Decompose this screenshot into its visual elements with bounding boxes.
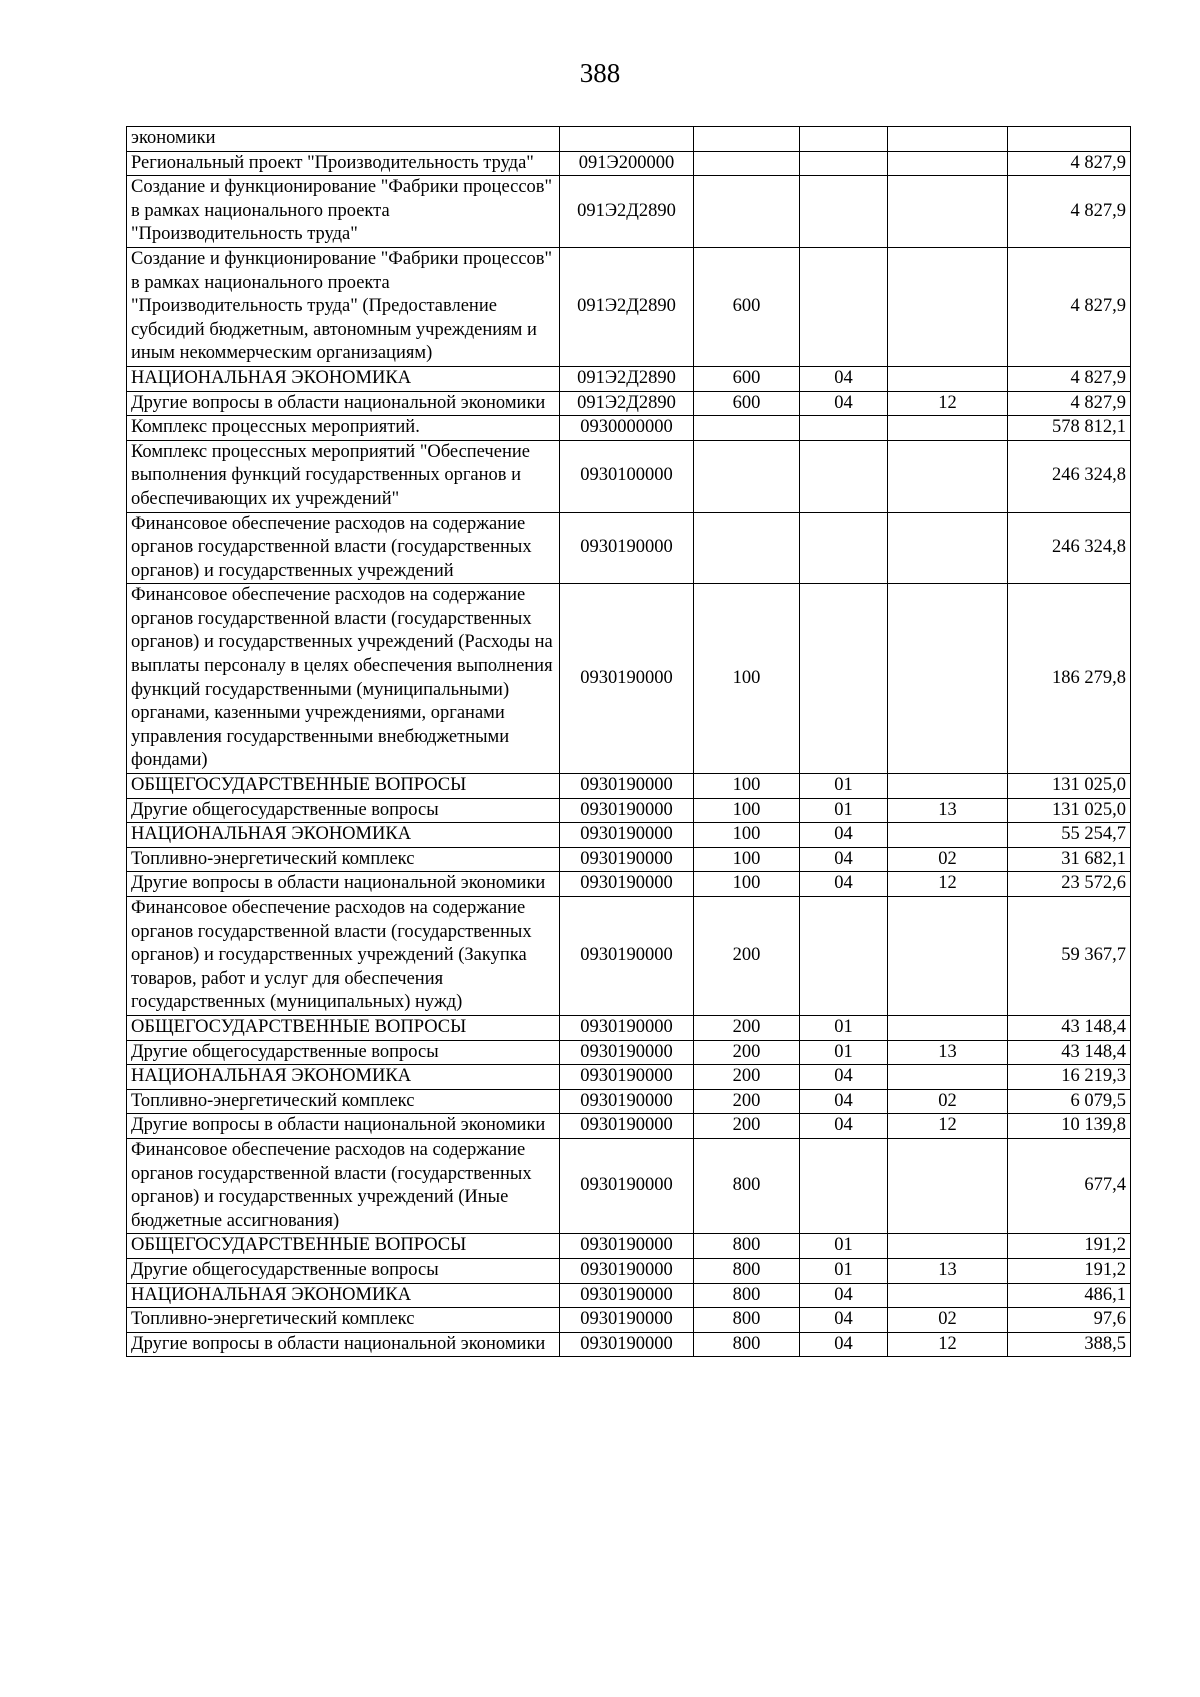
row-section: 01 — [800, 798, 888, 823]
row-expense-type: 200 — [694, 1015, 800, 1040]
row-expense-type: 100 — [694, 798, 800, 823]
row-target-code: 091Э2Д2890 — [560, 391, 694, 416]
row-amount: 131 025,0 — [1008, 774, 1131, 799]
row-target-code: 0930190000 — [560, 897, 694, 1016]
row-section — [800, 1138, 888, 1233]
row-section: 01 — [800, 1258, 888, 1283]
row-subsection: 13 — [888, 1258, 1008, 1283]
table-row — [127, 391, 1131, 416]
row-amount: 4 827,9 — [1008, 247, 1131, 366]
row-section: 01 — [800, 1040, 888, 1065]
row-amount: 246 324,8 — [1008, 512, 1131, 584]
row-name: ОБЩЕГОСУДАРСТВЕННЫЕ ВОПРОСЫ — [127, 1234, 560, 1259]
row-name: Создание и функционирование "Фабрики процессов" в рамках национального проекта "Производительность труда" — [127, 176, 560, 248]
table-row — [127, 1138, 1131, 1233]
row-expense-type: 800 — [694, 1283, 800, 1308]
row-subsection — [888, 1015, 1008, 1040]
row-subsection — [888, 897, 1008, 1016]
table-row — [127, 440, 1131, 512]
row-subsection — [888, 823, 1008, 848]
table-row — [127, 247, 1131, 366]
row-section — [800, 176, 888, 248]
row-expense-type — [694, 176, 800, 248]
row-amount: 6 079,5 — [1008, 1089, 1131, 1114]
table-row — [127, 1308, 1131, 1333]
row-name: Комплекс процессных мероприятий "Обеспечение выполнения функций государственных органов и обеспечивающих их учреждений" — [127, 440, 560, 512]
row-section: 04 — [800, 1114, 888, 1139]
table-row — [127, 1089, 1131, 1114]
row-expense-type: 200 — [694, 1065, 800, 1090]
row-section: 04 — [800, 391, 888, 416]
row-section: 01 — [800, 1015, 888, 1040]
table-row — [127, 823, 1131, 848]
row-name: НАЦИОНАЛЬНАЯ ЭКОНОМИКА — [127, 823, 560, 848]
row-expense-type: 800 — [694, 1258, 800, 1283]
table-row — [127, 416, 1131, 441]
row-section — [800, 897, 888, 1016]
row-amount: 186 279,8 — [1008, 584, 1131, 774]
row-expense-type: 100 — [694, 584, 800, 774]
row-amount: 677,4 — [1008, 1138, 1131, 1233]
row-name: Другие вопросы в области национальной экономики — [127, 872, 560, 897]
row-section: 04 — [800, 1308, 888, 1333]
table-row — [127, 774, 1131, 799]
row-amount: 4 827,9 — [1008, 176, 1131, 248]
table-row — [127, 1258, 1131, 1283]
row-section — [800, 512, 888, 584]
row-target-code: 0930190000 — [560, 1332, 694, 1357]
row-section: 04 — [800, 366, 888, 391]
row-subsection — [888, 176, 1008, 248]
row-expense-type: 800 — [694, 1332, 800, 1357]
row-section: 01 — [800, 1234, 888, 1259]
row-section — [800, 416, 888, 441]
row-expense-type: 200 — [694, 1089, 800, 1114]
row-amount: 16 219,3 — [1008, 1065, 1131, 1090]
row-amount: 246 324,8 — [1008, 440, 1131, 512]
row-section — [800, 151, 888, 176]
row-expense-type: 200 — [694, 1040, 800, 1065]
row-subsection — [888, 440, 1008, 512]
row-expense-type — [694, 127, 800, 152]
row-target-code: 0930000000 — [560, 416, 694, 441]
row-section: 04 — [800, 823, 888, 848]
row-section — [800, 247, 888, 366]
row-section: 04 — [800, 1089, 888, 1114]
row-subsection — [888, 151, 1008, 176]
row-name: Финансовое обеспечение расходов на содержание органов государственной власти (государственных органов) и государственных учреждений (Закупка товаров, работ и услуг для обеспечения государственных (муниципальных) нужд) — [127, 897, 560, 1016]
row-target-code: 0930190000 — [560, 872, 694, 897]
row-amount: 23 572,6 — [1008, 872, 1131, 897]
row-amount: 55 254,7 — [1008, 823, 1131, 848]
row-expense-type: 800 — [694, 1234, 800, 1259]
row-target-code: 0930190000 — [560, 823, 694, 848]
row-expense-type: 600 — [694, 391, 800, 416]
row-name: Финансовое обеспечение расходов на содержание органов государственной власти (государственных органов) и государственных учреждений (Иные бюджетные ассигнования) — [127, 1138, 560, 1233]
row-name: Создание и функционирование "Фабрики процессов" в рамках национального проекта "Производительность труда" (Предоставление субсидий бюджетным, автономным учреждениям и иным некоммерческим организациям) — [127, 247, 560, 366]
row-target-code: 0930190000 — [560, 1065, 694, 1090]
row-subsection: 13 — [888, 798, 1008, 823]
row-subsection — [888, 1234, 1008, 1259]
table-row — [127, 1234, 1131, 1259]
row-name: Другие вопросы в области национальной экономики — [127, 391, 560, 416]
row-name: Другие общегосударственные вопросы — [127, 1040, 560, 1065]
page-number: 388 — [579, 58, 621, 88]
row-name: Топливно-энергетический комплекс — [127, 1308, 560, 1333]
row-expense-type: 600 — [694, 247, 800, 366]
row-expense-type — [694, 416, 800, 441]
row-target-code: 0930100000 — [560, 440, 694, 512]
row-subsection — [888, 127, 1008, 152]
row-target-code: 0930190000 — [560, 1234, 694, 1259]
row-target-code: 0930190000 — [560, 847, 694, 872]
table-row — [127, 1040, 1131, 1065]
row-name: НАЦИОНАЛЬНАЯ ЭКОНОМИКА — [127, 366, 560, 391]
row-expense-type: 200 — [694, 1114, 800, 1139]
row-section: 04 — [800, 1065, 888, 1090]
row-amount: 486,1 — [1008, 1283, 1131, 1308]
row-amount: 4 827,9 — [1008, 391, 1131, 416]
row-target-code — [560, 127, 694, 152]
row-name: ОБЩЕГОСУДАРСТВЕННЫЕ ВОПРОСЫ — [127, 774, 560, 799]
row-section — [800, 127, 888, 152]
row-subsection: 12 — [888, 872, 1008, 897]
table-row — [127, 1332, 1131, 1357]
row-subsection — [888, 512, 1008, 584]
table-row — [127, 872, 1131, 897]
row-amount: 191,2 — [1008, 1258, 1131, 1283]
table-row — [127, 847, 1131, 872]
row-expense-type — [694, 151, 800, 176]
table-row — [127, 1283, 1131, 1308]
row-subsection — [888, 416, 1008, 441]
row-name: Топливно-энергетический комплекс — [127, 847, 560, 872]
row-subsection: 12 — [888, 1114, 1008, 1139]
row-name: Комплекс процессных мероприятий. — [127, 416, 560, 441]
row-target-code: 091Э2Д2890 — [560, 176, 694, 248]
row-section: 04 — [800, 847, 888, 872]
row-expense-type: 600 — [694, 366, 800, 391]
row-amount: 10 139,8 — [1008, 1114, 1131, 1139]
row-section: 04 — [800, 872, 888, 897]
row-name: Другие вопросы в области национальной экономики — [127, 1332, 560, 1357]
row-section: 04 — [800, 1332, 888, 1357]
table-row — [127, 512, 1131, 584]
row-expense-type: 800 — [694, 1138, 800, 1233]
budget-table-body — [127, 127, 1131, 1357]
row-name: Другие общегосударственные вопросы — [127, 798, 560, 823]
row-amount: 4 827,9 — [1008, 151, 1131, 176]
table-row — [127, 897, 1131, 1016]
table-row — [127, 366, 1131, 391]
row-subsection: 12 — [888, 1332, 1008, 1357]
table-row — [127, 1114, 1131, 1139]
row-target-code: 0930190000 — [560, 512, 694, 584]
row-name: ОБЩЕГОСУДАРСТВЕННЫЕ ВОПРОСЫ — [127, 1015, 560, 1040]
row-name: Топливно-энергетический комплекс — [127, 1089, 560, 1114]
row-target-code: 0930190000 — [560, 1015, 694, 1040]
row-target-code: 0930190000 — [560, 1089, 694, 1114]
row-expense-type: 800 — [694, 1308, 800, 1333]
row-name: Другие вопросы в области национальной экономики — [127, 1114, 560, 1139]
row-amount: 43 148,4 — [1008, 1015, 1131, 1040]
budget-table — [126, 126, 1131, 1357]
row-name: Региональный проект "Производительность труда" — [127, 151, 560, 176]
row-name: НАЦИОНАЛЬНАЯ ЭКОНОМИКА — [127, 1283, 560, 1308]
row-target-code: 0930190000 — [560, 774, 694, 799]
row-expense-type: 100 — [694, 847, 800, 872]
row-target-code: 091Э200000 — [560, 151, 694, 176]
row-name: экономики — [127, 127, 560, 152]
table-row — [127, 176, 1131, 248]
row-name: Другие общегосударственные вопросы — [127, 1258, 560, 1283]
row-amount: 578 812,1 — [1008, 416, 1131, 441]
row-subsection — [888, 1138, 1008, 1233]
row-target-code: 0930190000 — [560, 1283, 694, 1308]
row-expense-type — [694, 440, 800, 512]
row-amount: 31 682,1 — [1008, 847, 1131, 872]
row-section: 01 — [800, 774, 888, 799]
row-subsection — [888, 1283, 1008, 1308]
row-amount — [1008, 127, 1131, 152]
row-subsection: 02 — [888, 1308, 1008, 1333]
row-section — [800, 584, 888, 774]
row-expense-type: 100 — [694, 774, 800, 799]
row-name: Финансовое обеспечение расходов на содержание органов государственной власти (государственных органов) и государственных учреждений (Расходы на выплаты персоналу в целях обеспечения выполнения функций государственными (муниципальными) органами, казенными учреждениями, органами управления государственными внебюджетными фондами) — [127, 584, 560, 774]
table-row — [127, 127, 1131, 152]
row-name: Финансовое обеспечение расходов на содержание органов государственной власти (государственных органов) и государственных учреждений — [127, 512, 560, 584]
row-subsection — [888, 584, 1008, 774]
row-amount: 131 025,0 — [1008, 798, 1131, 823]
row-expense-type: 100 — [694, 872, 800, 897]
row-subsection: 02 — [888, 847, 1008, 872]
row-section — [800, 440, 888, 512]
row-expense-type: 200 — [694, 897, 800, 1016]
row-subsection — [888, 247, 1008, 366]
row-target-code: 0930190000 — [560, 1114, 694, 1139]
row-target-code: 0930190000 — [560, 1040, 694, 1065]
row-section: 04 — [800, 1283, 888, 1308]
row-target-code: 0930190000 — [560, 798, 694, 823]
table-row — [127, 1015, 1131, 1040]
row-subsection: 12 — [888, 391, 1008, 416]
row-subsection — [888, 774, 1008, 799]
table-row — [127, 1065, 1131, 1090]
row-subsection — [888, 1065, 1008, 1090]
row-amount: 59 367,7 — [1008, 897, 1131, 1016]
row-amount: 43 148,4 — [1008, 1040, 1131, 1065]
row-subsection — [888, 366, 1008, 391]
row-expense-type: 100 — [694, 823, 800, 848]
row-target-code: 0930190000 — [560, 584, 694, 774]
table-row — [127, 584, 1131, 774]
row-target-code: 0930190000 — [560, 1138, 694, 1233]
row-amount: 4 827,9 — [1008, 366, 1131, 391]
row-target-code: 0930190000 — [560, 1258, 694, 1283]
row-target-code: 091Э2Д2890 — [560, 366, 694, 391]
row-target-code: 091Э2Д2890 — [560, 247, 694, 366]
row-amount: 191,2 — [1008, 1234, 1131, 1259]
row-expense-type — [694, 512, 800, 584]
row-amount: 388,5 — [1008, 1332, 1131, 1357]
row-subsection: 13 — [888, 1040, 1008, 1065]
row-amount: 97,6 — [1008, 1308, 1131, 1333]
table-row — [127, 151, 1131, 176]
row-subsection: 02 — [888, 1089, 1008, 1114]
row-target-code: 0930190000 — [560, 1308, 694, 1333]
table-row — [127, 798, 1131, 823]
row-name: НАЦИОНАЛЬНАЯ ЭКОНОМИКА — [127, 1065, 560, 1090]
